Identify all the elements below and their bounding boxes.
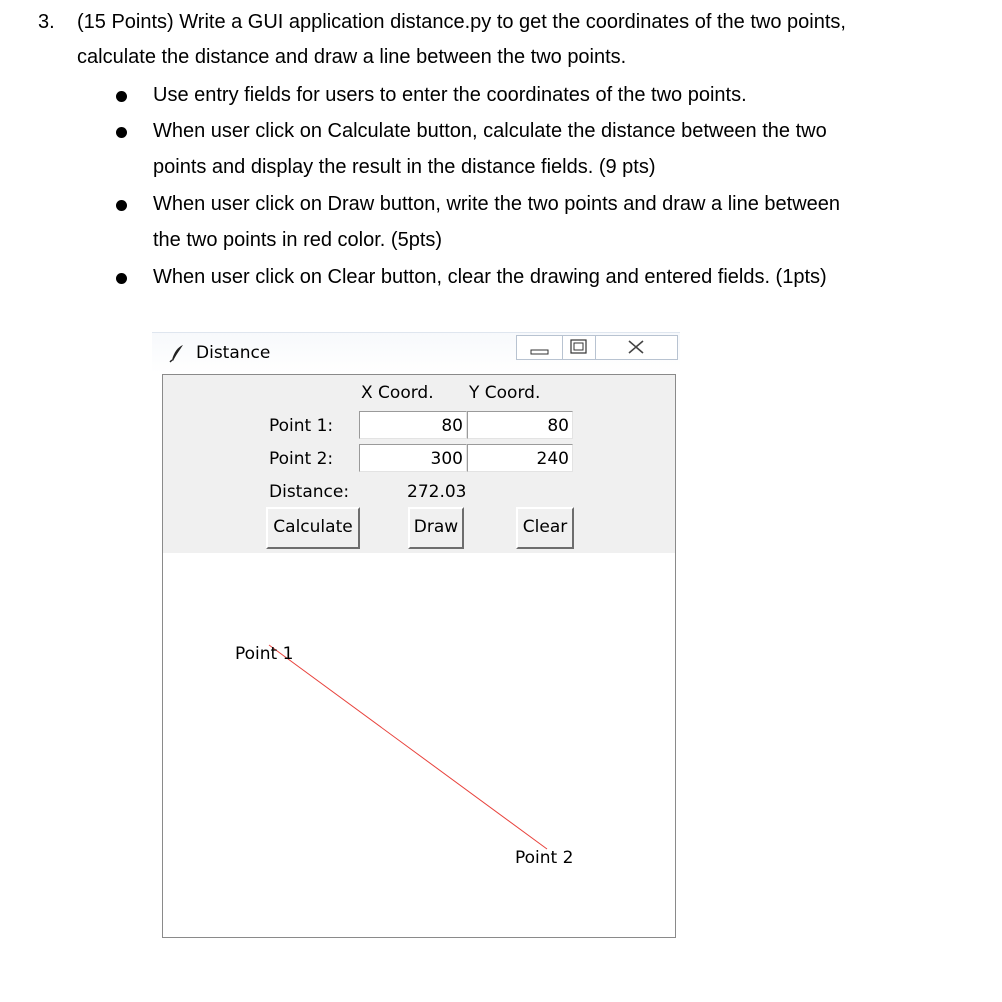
calculate-button[interactable]: Calculate bbox=[266, 507, 360, 549]
distance-label: Distance: bbox=[269, 482, 350, 502]
feather-icon bbox=[168, 343, 188, 363]
connecting-line bbox=[269, 645, 547, 849]
point1-canvas-label: Point 1 bbox=[235, 644, 294, 664]
distance-window bbox=[152, 332, 680, 942]
bullet-icon bbox=[116, 91, 127, 102]
bullet-2-line-1: When user click on Calculate button, calculate the distance between the two bbox=[153, 120, 827, 142]
bullet-4-line-1: When user click on Clear button, clear the drawing and entered fields. (1pts) bbox=[153, 266, 827, 288]
y-coord-header: Y Coord. bbox=[469, 383, 541, 403]
title-bar[interactable] bbox=[152, 332, 680, 373]
minimize-button[interactable] bbox=[516, 335, 563, 360]
close-icon bbox=[596, 336, 676, 359]
point2-label: Point 2: bbox=[269, 449, 334, 469]
point1-label: Point 1: bbox=[269, 416, 334, 436]
point2-y-input[interactable]: 240 bbox=[467, 444, 573, 472]
bullet-icon bbox=[116, 200, 127, 211]
draw-button[interactable]: Draw bbox=[408, 507, 464, 549]
question-line-1: (15 Points) Write a GUI application distance.py to get the coordinates of the two points, bbox=[77, 11, 846, 33]
drawing-canvas[interactable] bbox=[163, 553, 675, 937]
question-line-2: calculate the distance and draw a line between the two points. bbox=[77, 46, 627, 68]
clear-button[interactable]: Clear bbox=[516, 507, 574, 549]
bullet-icon bbox=[116, 127, 127, 138]
question-number: 3. bbox=[38, 11, 55, 33]
input-form bbox=[163, 375, 675, 553]
point2-canvas-label: Point 2 bbox=[515, 848, 574, 868]
point2-x-input[interactable]: 300 bbox=[359, 444, 467, 472]
bullet-icon bbox=[116, 273, 127, 284]
close-button[interactable] bbox=[596, 335, 678, 360]
maximize-icon bbox=[563, 336, 595, 359]
distance-value: 272.03 bbox=[407, 482, 467, 502]
window-client-area bbox=[162, 374, 676, 938]
window-title: Distance bbox=[196, 343, 271, 363]
minimize-icon bbox=[517, 336, 562, 359]
x-coord-header: X Coord. bbox=[361, 383, 434, 403]
point1-y-input[interactable]: 80 bbox=[467, 411, 573, 439]
bullet-3-line-2: the two points in red color. (5pts) bbox=[153, 229, 443, 251]
bullet-2-line-2: points and display the result in the distance fields. (9 pts) bbox=[153, 156, 656, 178]
maximize-button[interactable] bbox=[562, 335, 596, 360]
bullet-3-line-1: When user click on Draw button, write the two points and draw a line between bbox=[153, 193, 841, 215]
bullet-1-line-1: Use entry fields for users to enter the coordinates of the two points. bbox=[153, 84, 747, 106]
point1-x-input[interactable]: 80 bbox=[359, 411, 467, 439]
